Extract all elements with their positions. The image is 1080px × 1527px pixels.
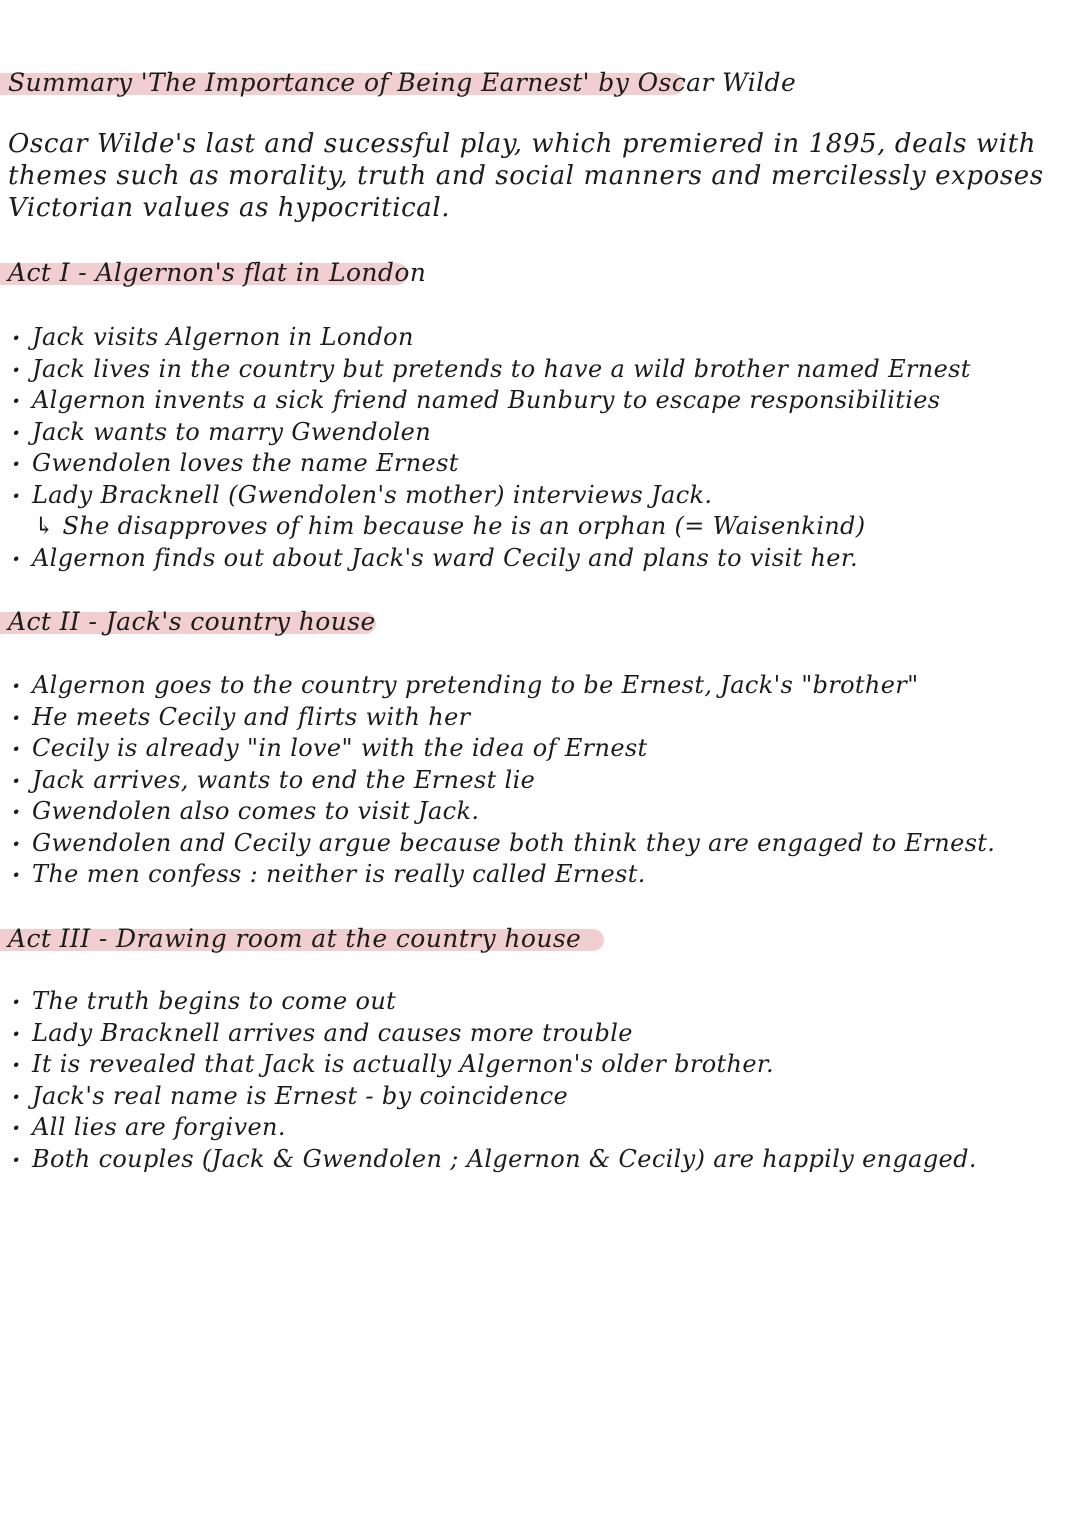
act1-list <box>12 322 1072 574</box>
list-item <box>12 986 1072 1018</box>
bullet: · <box>12 1081 21 1111</box>
list-item <box>12 1112 1072 1144</box>
bullet: · <box>12 1018 21 1048</box>
bullet: · <box>12 987 21 1016</box>
bullet: · <box>12 386 21 415</box>
list-item <box>12 1081 1072 1113</box>
list-item-text: Jack's real name is Ernest - by coincidence <box>32 1081 569 1110</box>
list-item-text: Algernon invents a sick friend named Bunbury to escape responsibilities <box>32 386 941 414</box>
list-item-text: It is revealed that Jack is actually Algernon's older brother. <box>32 1050 775 1078</box>
list-item-text: All lies are forgiven. <box>32 1113 286 1141</box>
arrow-icon: ↳ <box>34 512 55 540</box>
page-title <box>0 66 796 100</box>
list-item <box>12 1018 1072 1050</box>
list-item <box>12 480 1072 512</box>
sub-list-item-text: She disapproves of him because he is an orphan (= Waisenkind) <box>62 512 866 540</box>
list-item <box>12 385 1072 417</box>
list-item <box>12 765 1072 797</box>
list-item-text: Lady Bracknell arrives and causes more trouble <box>32 1018 633 1047</box>
list-item-text: Jack arrives, wants to end the Ernest lie <box>32 765 536 794</box>
list-item-text: Gwendolen also comes to visit Jack. <box>32 797 480 825</box>
act2-heading-text: Act II - Jack's country house <box>8 607 376 636</box>
list-item-text: Gwendolen and Cecily argue because both think they are engaged to Ernest. <box>32 828 996 857</box>
list-item-text: Jack wants to marry Gwendolen <box>32 417 432 446</box>
act2-list <box>12 670 1072 891</box>
list-item <box>12 1049 1072 1081</box>
list-item <box>12 670 1072 702</box>
act1-heading <box>0 256 426 290</box>
list-item <box>12 543 1072 575</box>
list-item-text: The truth begins to come out <box>32 987 397 1015</box>
bullet: · <box>12 734 21 763</box>
list-item <box>12 448 1072 480</box>
list-item <box>12 702 1072 734</box>
act1-heading-text: Act I - Algernon's flat in London <box>8 258 427 287</box>
list-item <box>12 1144 1072 1176</box>
act2-heading <box>0 605 376 639</box>
list-item <box>12 796 1072 828</box>
bullet: · <box>12 765 21 795</box>
bullet: · <box>12 1144 21 1174</box>
list-item-text: Algernon finds out about Jack's ward Cecily and plans to visit her. <box>32 543 859 572</box>
bullet: · <box>12 860 21 889</box>
intro-line: Victorian values as hypocritical. <box>8 193 451 223</box>
list-item-text: He meets Cecily and flirts with her <box>32 702 471 731</box>
list-item-text: Jack lives in the country but pretends to have a wild brother named Ernest <box>32 354 971 383</box>
list-item <box>12 859 1072 891</box>
bullet: · <box>12 671 21 700</box>
list-item-text: Both couples (Jack & Gwendolen ; Algernon & Cecily) are happily engaged. <box>32 1144 977 1173</box>
list-item-text: Gwendolen loves the name Ernest <box>32 449 459 477</box>
list-item <box>12 354 1072 386</box>
list-item-text: The men confess : neither is really called Ernest. <box>32 860 646 888</box>
page-title-text: Summary 'The Importance of Being Earnest' by Oscar Wilde <box>8 68 797 97</box>
intro-line: themes such as morality, truth and social manners and mercilessly exposes <box>8 161 1044 191</box>
bullet: · <box>12 480 21 510</box>
bullet: · <box>12 323 21 352</box>
list-item-text: Algernon goes to the country pretending to be Ernest, Jack's "brother" <box>32 671 919 699</box>
bullet: · <box>12 354 21 384</box>
bullet: · <box>12 828 21 858</box>
bullet: · <box>12 1113 21 1142</box>
list-item-text: Jack visits Algernon in London <box>32 323 414 351</box>
list-item-text: Lady Bracknell (Gwendolen's mother) interviews Jack. <box>32 480 713 509</box>
list-item <box>12 828 1072 860</box>
bullet: · <box>12 449 21 478</box>
intro-line: Oscar Wilde's last and sucessful play, which premiered in 1895, deals with <box>8 129 1037 159</box>
list-item <box>12 417 1072 449</box>
bullet: · <box>12 543 21 573</box>
list-item <box>12 733 1072 765</box>
bullet: · <box>12 417 21 447</box>
bullet: · <box>12 702 21 732</box>
list-item-text: Cecily is already "in love" with the idea of Ernest <box>32 734 648 762</box>
list-item <box>12 322 1072 354</box>
act3-heading-text: Act III - Drawing room at the country house <box>8 924 582 953</box>
sub-list-item <box>12 511 1072 543</box>
bullet: · <box>12 1050 21 1079</box>
intro-paragraph <box>8 128 1044 224</box>
act3-heading <box>0 922 581 956</box>
bullet: · <box>12 797 21 826</box>
act3-list <box>12 986 1072 1175</box>
